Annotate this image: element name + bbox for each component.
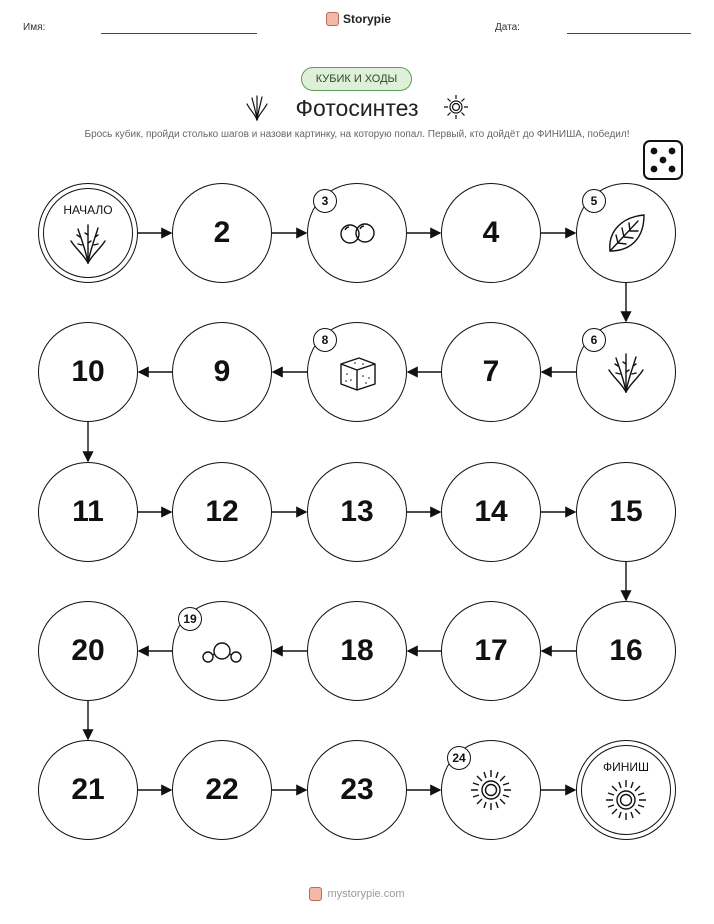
sugar-cube-icon (333, 348, 381, 396)
board-cell-10 (38, 322, 138, 422)
step-number-badge: 19 (178, 607, 202, 631)
sun-icon (602, 776, 650, 824)
cell-label: ФИНИШ (602, 760, 650, 774)
board-cell-2 (172, 183, 272, 283)
board-cell-14 (441, 462, 541, 562)
board-cell-12 (172, 462, 272, 562)
board-cell-13 (307, 462, 407, 562)
bubbles-icon (333, 209, 381, 257)
step-number-badge: 24 (447, 746, 471, 770)
date-label: Дата: (495, 22, 520, 33)
instructions: Брось кубик, пройди столько шагов и назови картинку, на которую попал. Первый, кто дойдёт до ФИНИША, победил! (84, 129, 630, 140)
board-cell-4 (441, 183, 541, 283)
board-cell-11 (38, 462, 138, 562)
step-number-badge: 6 (582, 328, 606, 352)
cell-number: 2 (213, 216, 231, 249)
game-type-badge: КУБИК И ХОДЫ (301, 67, 412, 91)
step-number-badge: 5 (582, 189, 606, 213)
cell-number: 23 (340, 773, 374, 806)
cell-number: 4 (482, 216, 500, 249)
page-title: Фотосинтез (295, 95, 419, 121)
board-cell-16 (576, 601, 676, 701)
board-cell-17 (441, 601, 541, 701)
sun-icon (467, 766, 515, 814)
board-cell-9 (172, 322, 272, 422)
footer-url[interactable]: mystorypie.com (327, 888, 405, 900)
seaweed-icon (602, 348, 650, 396)
footer (0, 887, 714, 901)
cell-number: 14 (474, 495, 508, 528)
step-number-badge: 3 (313, 189, 337, 213)
cell-number: 13 (340, 495, 374, 528)
cell-number: 18 (340, 634, 374, 667)
cell-number: 7 (482, 355, 500, 388)
board-cell-23 (307, 740, 407, 840)
cell-number: 17 (474, 634, 508, 667)
cell-number: 10 (71, 355, 105, 388)
board-cell-20 (38, 601, 138, 701)
finish-cell (576, 740, 676, 840)
cell-number: 12 (205, 495, 239, 528)
name-label: Имя: (23, 22, 46, 33)
cell-number: 16 (609, 634, 643, 667)
leaf-icon (602, 209, 650, 257)
cell-number: 15 (609, 495, 643, 528)
cell-number: 21 (71, 773, 105, 806)
cell-number: 22 (205, 773, 239, 806)
step-number-badge: 8 (313, 328, 337, 352)
brand-name: Storypie (343, 12, 392, 26)
cell-label: НАЧАЛО (63, 203, 113, 217)
cell-number: 9 (213, 355, 231, 388)
seaweed-icon (64, 219, 112, 267)
board-cell-22 (172, 740, 272, 840)
board-cell-15 (576, 462, 676, 562)
cell-number: 11 (72, 495, 104, 528)
board-cell-18 (307, 601, 407, 701)
board-cell-7 (441, 322, 541, 422)
molecule-icon (198, 627, 246, 675)
start-cell (38, 183, 138, 283)
cell-number: 20 (71, 634, 105, 667)
pig-logo-icon (309, 887, 322, 901)
board-cell-21 (38, 740, 138, 840)
